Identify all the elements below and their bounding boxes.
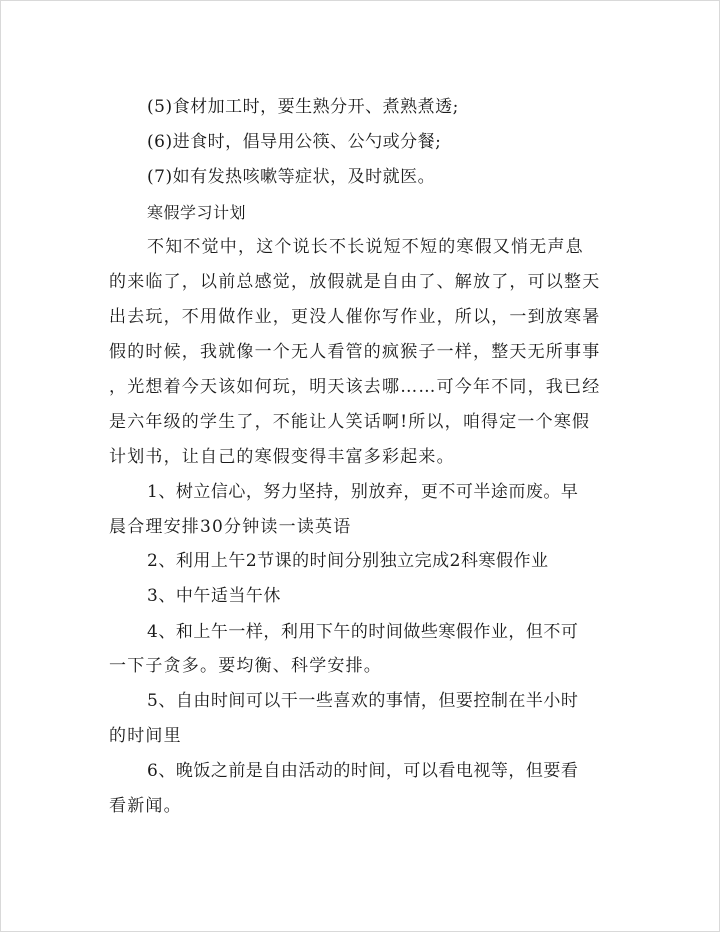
plan-item-6-continued: 看新闻。 [109,796,182,816]
plan-item-4-continued: 一下子贪多。要均衡、科学安排。 [109,656,382,676]
plan-item-5: 5、自由时间可以干一些喜欢的事情，但要控制在半小时 [147,691,579,711]
paragraph-line: 出去玩，不用做作业，更没人催你写作业，所以，一到放寒暑 [109,307,601,327]
plan-item-1: 1、树立信心，努力坚持，别放弃，更不可半途而废。早 [147,482,579,502]
paragraph-line: 计划书，让自己的寒假变得丰富多彩起来。 [109,447,455,467]
plan-item-5-continued: 的时间里 [109,726,182,746]
text-line-health-7: (7)如有发热咳嗽等症状，及时就医。 [147,167,436,187]
plan-item-2: 2、利用上午2节课的时间分别独立完成2科寒假作业 [147,551,549,571]
paragraph-line: ，光想着今天该如何玩，明天该去哪……可今年不同，我已经 [109,377,601,397]
plan-item-1-continued: 晨合理安排30分钟读一读英语 [109,517,352,537]
paragraph-line: 的来临了，以前总感觉，放假就是自由了、解放了，可以整天 [109,272,601,292]
text-line-health-5: (5)食材加工时，要生熟分开、煮熟煮透; [147,97,459,117]
paragraph-line: 不知不觉中，这个说长不长说短不短的寒假又悄无声息 [147,237,584,257]
plan-item-4: 4、和上午一样，利用下午的时间做些寒假作业，但不可 [147,622,579,642]
plan-item-3: 3、中午适当午休 [147,586,281,606]
section-title: 寒假学习计划 [147,203,247,222]
text-line-health-6: (6)进食时，倡导用公筷、公勺或分餐; [147,132,442,152]
paragraph-line: 假的时候，我就像一个无人看管的疯猴子一样，整天无所事事 [109,342,601,362]
plan-item-6: 6、晚饭之前是自由活动的时间，可以看电视等，但要看 [147,761,579,781]
paragraph-line: 是六年级的学生了，不能让人笑话啊!所以，咱得定一个寒假 [109,412,591,432]
